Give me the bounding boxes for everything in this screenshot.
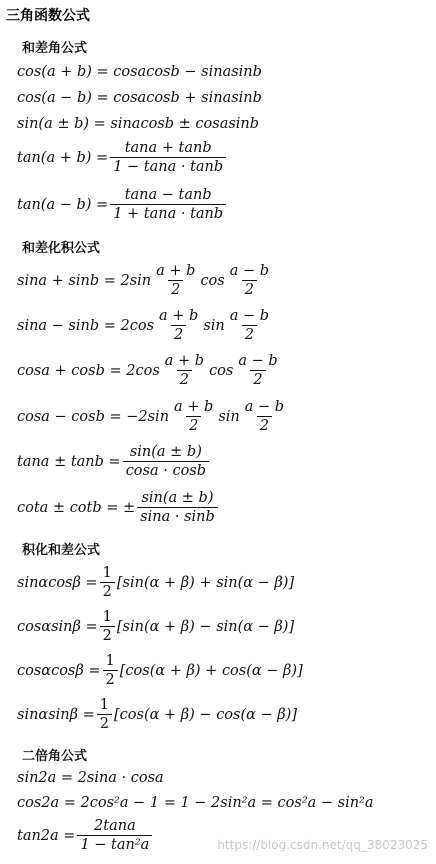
formula-lhs: tan2a = [17, 827, 76, 844]
numerator: sin(a ± b) [141, 490, 214, 506]
formula-sin-sin-product [17, 696, 297, 733]
formula-lhs: cosαsinβ = [17, 618, 98, 635]
formula-cos-sin-product [17, 608, 294, 645]
fraction-half [100, 608, 115, 645]
formula-cos-cos-product [17, 652, 303, 689]
section-heading-product-to-sum: 积化和差公式 [22, 543, 101, 558]
formula-mid: sin [203, 317, 225, 334]
fraction [162, 352, 207, 389]
formula-lhs: cosa + cosb = 2cos [17, 362, 160, 379]
denominator: 2 [186, 416, 201, 435]
formula-rhs: [sin(α + β) − sin(α − β)] [116, 618, 295, 635]
denominator: 2 [100, 582, 115, 601]
formula-lhs: cosαcosβ = [17, 662, 101, 679]
formula-lhs: tan(a + b) = [17, 149, 109, 166]
denominator: 2 [100, 626, 115, 645]
formula-cos-difference: cos(a − b) = cosacosb + sinasinb [17, 90, 262, 106]
numerator: a − b [244, 399, 285, 415]
denominator: 2 [177, 370, 192, 389]
denominator: 1 + tana · tanb [110, 204, 226, 223]
formula-rhs: [cos(α + β) − cos(α − β)] [114, 706, 297, 723]
numerator: sin(a ± b) [129, 444, 202, 460]
formula-lhs: sina + sinb = 2sin [17, 272, 152, 289]
fraction [227, 307, 272, 344]
formula-mid: sin [218, 408, 240, 425]
fraction [153, 262, 198, 299]
denominator: 2 [242, 280, 257, 299]
formula-lhs: cosa − cosb = −2sin [17, 408, 170, 425]
section-heading-double-angle: 二倍角公式 [22, 749, 88, 764]
denominator: 2 [171, 325, 186, 344]
denominator: 2 [257, 416, 272, 435]
numerator: 1 [102, 609, 112, 625]
denominator: 2 [97, 714, 112, 733]
fraction [235, 352, 280, 389]
formula-rhs: [sin(α + β) + sin(α − β)] [116, 574, 295, 591]
fraction-half [103, 652, 118, 689]
fraction [137, 489, 218, 526]
denominator: 2 [242, 325, 257, 344]
numerator: a − b [238, 353, 278, 369]
denominator: 2 [250, 370, 265, 389]
section-heading-sum-difference: 和差角公式 [22, 41, 88, 56]
numerator: 1 [102, 565, 112, 581]
formula-tan-double [17, 817, 154, 854]
section-heading-sum-to-product: 和差化积公式 [22, 241, 101, 256]
numerator: a + b [174, 399, 214, 415]
formula-cos-minus-cos [17, 398, 289, 435]
numerator: 1 [99, 697, 110, 713]
formula-sin-plus-sin [17, 262, 274, 299]
formula-lhs: tan(a − b) = [17, 196, 109, 213]
numerator: tana − tanb [124, 187, 212, 203]
fraction-half [100, 564, 115, 601]
fraction [123, 443, 209, 480]
formula-sin-minus-sin [17, 307, 274, 344]
formula-sin-sum-difference: sin(a ± b) = sinacosb ± cosasinb [17, 116, 260, 132]
fraction [156, 307, 201, 344]
fraction [227, 262, 272, 299]
numerator: 2tana [94, 818, 136, 834]
numerator: a − b [229, 263, 270, 279]
numerator: a + b [156, 263, 196, 279]
formula-lhs: sinαsinβ = [17, 706, 95, 723]
formula-sin-double: sin2a = 2sina · cosa [17, 770, 164, 786]
formula-tan-difference [17, 186, 228, 223]
numerator: a + b [164, 353, 205, 369]
watermark-url: https://blog.csdn.net/qq_38023025 [217, 838, 428, 852]
formula-sin-cos-product [17, 564, 294, 601]
formula-cot-plus-minus-cot [17, 489, 220, 526]
formula-rhs: [cos(α + β) + cos(α − β)] [119, 662, 303, 679]
fraction [242, 398, 287, 435]
fraction [110, 139, 226, 176]
numerator: a − b [229, 308, 270, 324]
formula-lhs: sina − sinb = 2cos [17, 317, 155, 334]
denominator: sina · sinb [137, 507, 218, 526]
formula-cos-double: cos2a = 2cos²a − 1 = 1 − 2sin²a = cos²a − sin²a [17, 795, 374, 811]
fraction [77, 817, 152, 854]
fraction-half [97, 696, 112, 733]
denominator: cosa · cosb [123, 461, 209, 480]
fraction [171, 398, 216, 435]
page-title: 三角函数公式 [6, 8, 90, 24]
formula-mid: cos [200, 272, 225, 289]
numerator: tana + tanb [124, 140, 212, 156]
denominator: 1 − tan²a [77, 835, 152, 854]
formula-mid: cos [209, 362, 234, 379]
formula-lhs: sinαcosβ = [17, 574, 98, 591]
numerator: a + b [159, 308, 199, 324]
numerator: 1 [105, 653, 115, 669]
fraction [110, 186, 226, 223]
denominator: 1 − tana · tanb [110, 157, 226, 176]
formula-cos-sum: cos(a + b) = cosacosb − sinasinb [17, 64, 262, 80]
formula-tan-sum [17, 139, 228, 176]
formula-tan-plus-minus-tan [17, 443, 211, 480]
denominator: 2 [168, 280, 183, 299]
formula-lhs: cota ± cotb = ± [17, 499, 136, 516]
formula-cos-plus-cos [17, 352, 283, 389]
denominator: 2 [103, 670, 118, 689]
formula-lhs: tana ± tanb = [17, 453, 121, 470]
